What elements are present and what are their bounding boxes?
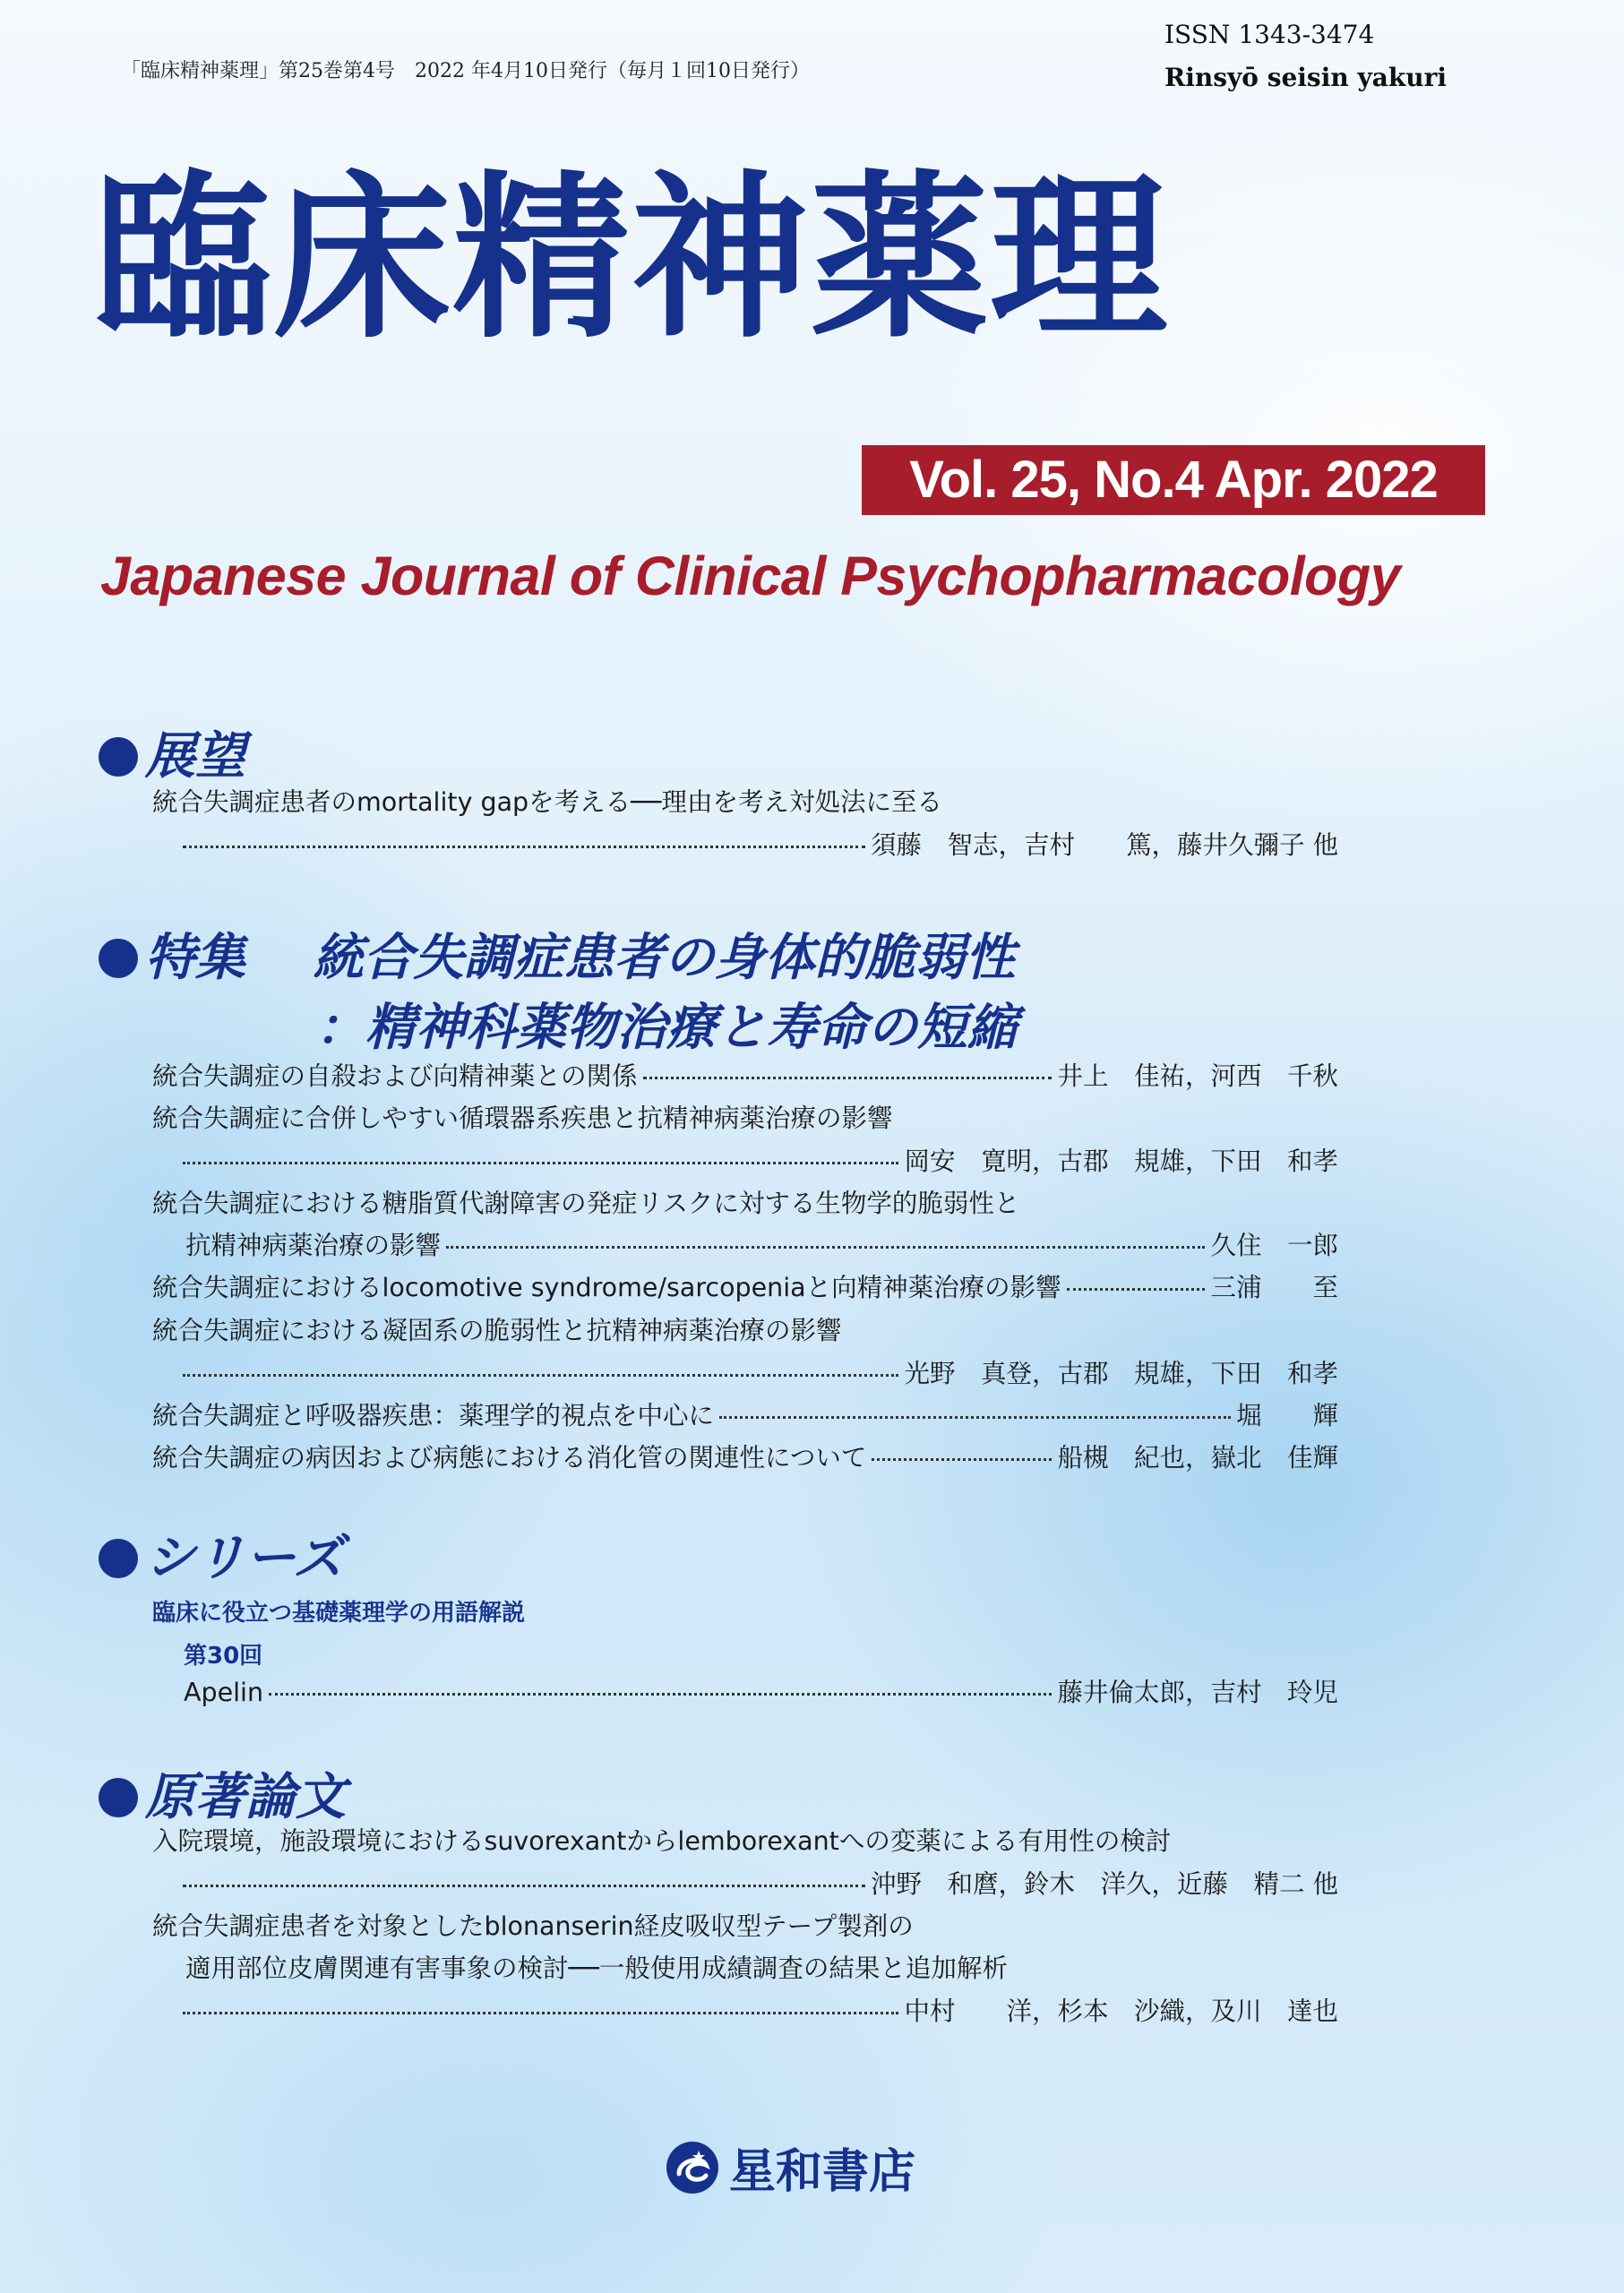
article-author: 堀 輝 [1235, 1401, 1338, 1430]
section-subheading-tokushu: ：精神科薬物治療と寿命の短縮 [315, 999, 1018, 1057]
bullet-dot-icon [99, 1778, 138, 1817]
article-title: 統合失調症におけるlocomotive syndrome/sarcopeniaと向精神薬治療の影響 [152, 1273, 1061, 1302]
volume-badge: Vol. 25, No.4 Apr. 2022 [862, 445, 1485, 515]
article-row [152, 1443, 1338, 1473]
article-byline [177, 1999, 1338, 2025]
article-title: 統合失調症の病因および病態における消化管の関連性について [152, 1443, 867, 1473]
article-row [185, 1233, 1338, 1259]
article-author: 井上 佳祐，河西 千秋 [1057, 1061, 1338, 1091]
article-title: 統合失調症患者のmortality gapを考える──理由を考え対処法に至る [152, 787, 942, 817]
section-title: 展望 [145, 727, 245, 786]
bullet-dot-icon [99, 1539, 138, 1578]
article-byline [177, 1361, 1338, 1387]
article-row [152, 1061, 1338, 1091]
section-heading-series [99, 1518, 343, 1590]
article-title: 統合失調症の自殺および向精神薬との関係 [152, 1061, 638, 1091]
section-title: 特集 統合失調症患者の身体的脆弱性 [145, 929, 1016, 987]
leader-dots [183, 1374, 898, 1377]
leader-dots [183, 2012, 898, 2014]
leader-dots [446, 1246, 1205, 1249]
article-row [152, 1401, 1338, 1430]
publisher-logo-icon [666, 2142, 718, 2194]
leader-dots [183, 1162, 898, 1164]
article-row [184, 1680, 1338, 1706]
publisher [666, 2134, 915, 2201]
article-title: 統合失調症患者を対象としたblonanserin経皮吸収型テープ製剤の [152, 1911, 914, 1941]
article-title: 入院環境，施設環境におけるsuvorexantからlemborexantへの変薬による有用性の検討 [152, 1826, 1172, 1856]
journal-title-jp: 臨床精神薬理 [94, 155, 1169, 362]
article-title: 統合失調症と呼吸器疾患：薬理学的視点を中心に [152, 1401, 715, 1430]
article-author: 岡安 寛明，古郡 規雄，下田 和孝 [904, 1146, 1338, 1176]
article-author: 光野 真登，古郡 規雄，下田 和孝 [904, 1359, 1338, 1388]
article-title: 統合失調症に合併しやすい循環器系疾患と抗精神病薬治療の影響 [152, 1104, 893, 1133]
leader-dots [719, 1416, 1231, 1419]
section-title: シリーズ [145, 1529, 344, 1587]
section-heading-genchoronbun [99, 1757, 346, 1829]
leader-dots [183, 846, 865, 848]
journal-title-en: Japanese Journal of Clinical Psychopharmacology [100, 545, 1401, 606]
bullet-dot-icon [99, 939, 138, 978]
bullet-dot-icon [99, 737, 138, 777]
article-row [152, 1275, 1338, 1301]
article-title-cont: 適用部位皮膚関連有害事象の検討──一般使用成績調査の結果と追加解析 [185, 1954, 1008, 1983]
issn: ISSN 1343-3474 [1164, 20, 1375, 49]
article-author: 中村 洋，杉本 沙織，及川 達也 [904, 1997, 1338, 2026]
article-byline [177, 1869, 1338, 1899]
leader-dots [183, 1885, 865, 1887]
leader-dots [1067, 1288, 1206, 1291]
section-title: 原著論文 [145, 1768, 346, 1826]
article-byline [177, 1146, 1338, 1176]
publisher-name: 星和書店 [729, 2145, 916, 2199]
article-author: 沖野 和麿，鈴木 洋久，近藤 精二 他 [870, 1869, 1338, 1899]
section-heading-tenbo [99, 717, 245, 788]
romaji-title: Rinsyō seisin yakuri [1164, 63, 1447, 92]
series-subtitle: 臨床に役立つ基礎薬理学の用語解説 [152, 1600, 526, 1627]
article-title: 統合失調症における糖脂質代謝障害の発症リスクに対する生物学的脆弱性と [152, 1189, 1020, 1218]
article-author: 久住 一郎 [1210, 1231, 1338, 1260]
article-author: 藤井倫太郎，吉村 玲児 [1057, 1678, 1338, 1707]
series-issue: 第30回 [184, 1643, 263, 1670]
section-heading-tokushu [99, 918, 1016, 990]
leader-dots [643, 1077, 1053, 1079]
article-author: 三浦 至 [1210, 1273, 1338, 1302]
article-title: Apelin [184, 1678, 264, 1707]
leader-dots [872, 1458, 1052, 1461]
article-author: 須藤 智志，吉村 篤，藤井久彌子 他 [870, 830, 1338, 860]
issue-line: 「臨床精神薬理」第25巻第4号 2022 年4月10日発行（毎月１回10日発行） [121, 60, 810, 82]
article-title-cont: 抗精神病薬治療の影響 [185, 1231, 442, 1260]
article-author: 船槻 紀也，嶽北 佳輝 [1057, 1443, 1338, 1473]
article-title: 統合失調症における凝固系の脆弱性と抗精神病薬治療の影響 [152, 1316, 842, 1345]
leader-dots [269, 1693, 1052, 1696]
article-byline [177, 830, 1338, 860]
